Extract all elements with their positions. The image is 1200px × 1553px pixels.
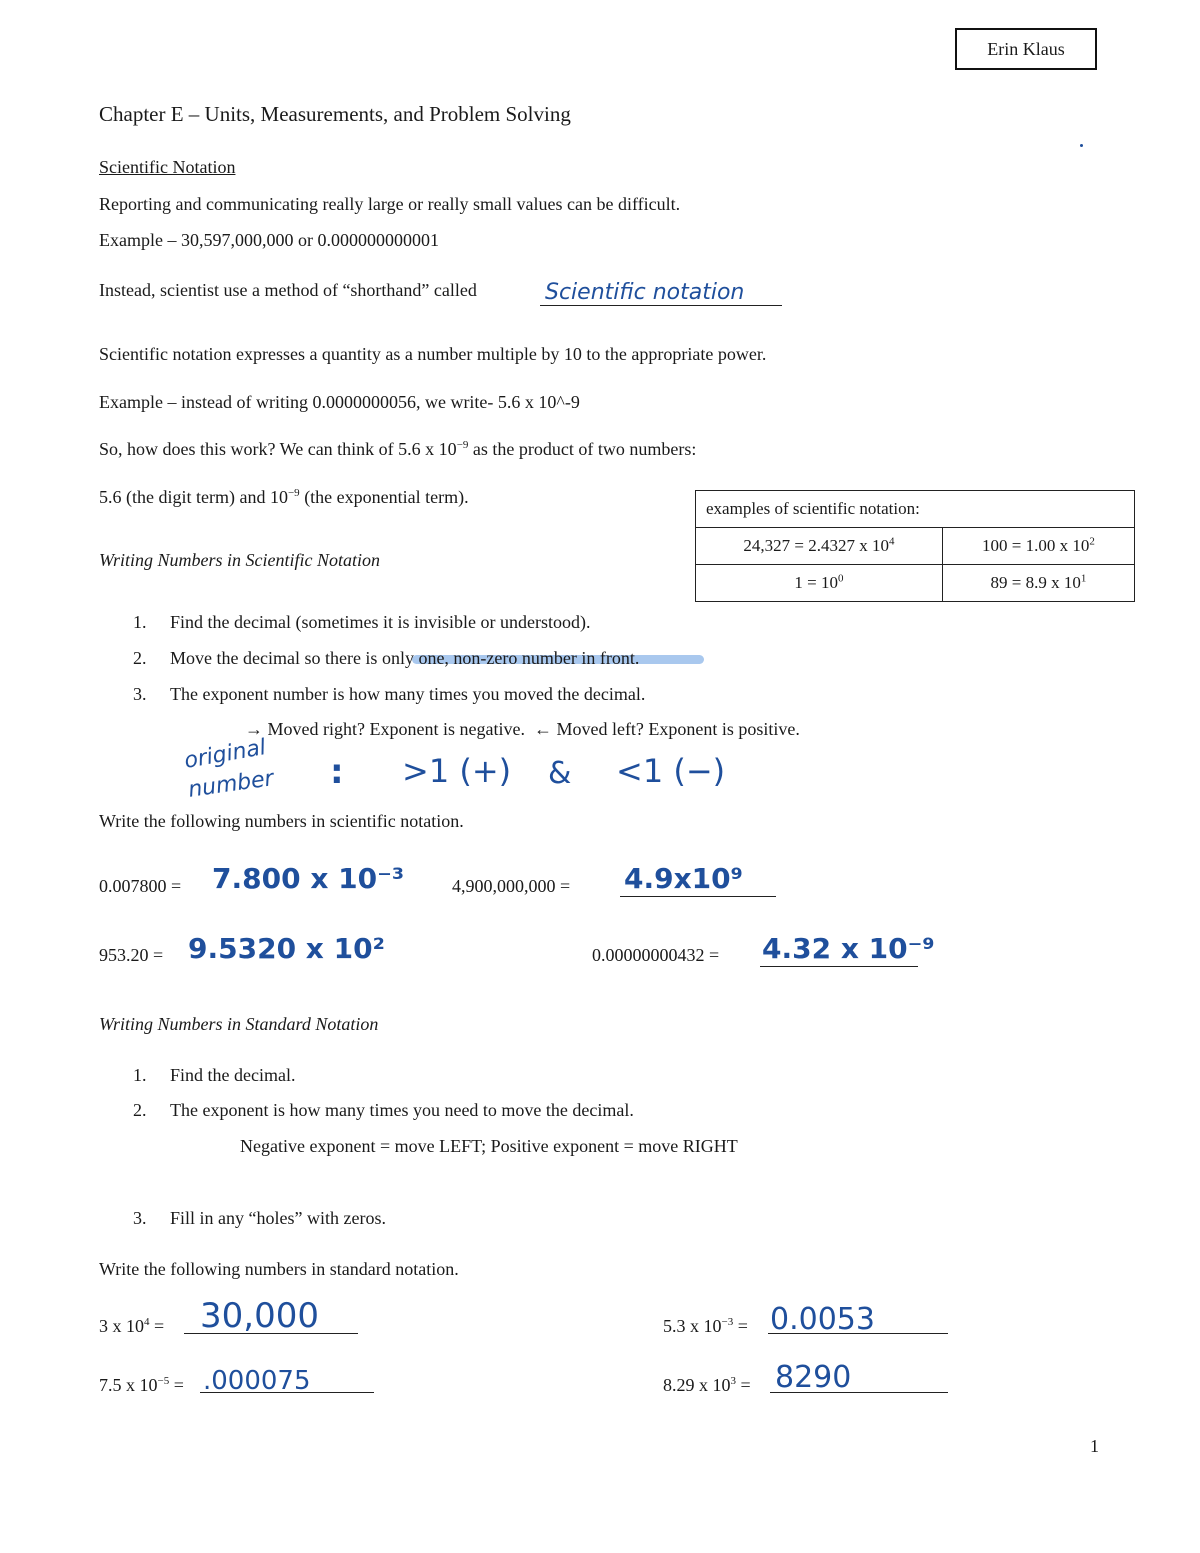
sci-problem-question: 0.00000000432 =: [592, 945, 720, 965]
std-step-number: 3.: [133, 1208, 147, 1228]
sci-step-number: 3.: [133, 684, 147, 704]
arrows-line: → Moved right? Exponent is negative. ← Moved left? Exponent is positive.: [245, 719, 800, 739]
std-problem-answer: 0.0053: [770, 1302, 875, 1337]
intro-line: Reporting and communicating really large or really small values can be difficult.: [99, 194, 681, 214]
writing-std-heading: Writing Numbers in Standard Notation: [99, 1014, 379, 1034]
answer-underline: [620, 896, 776, 897]
answer-underline: [770, 1392, 948, 1393]
handwritten-number: number: [186, 766, 276, 803]
sci-step-text: Find the decimal (sometimes it is invisible or understood).: [170, 612, 591, 632]
right-arrow-icon: →: [245, 719, 263, 739]
student-name-box: [955, 28, 1097, 70]
sci-step-number: 1.: [133, 612, 147, 632]
handwritten-original: original: [182, 735, 268, 774]
std-step-number: 2.: [133, 1100, 147, 1120]
handwritten-scientific-notation: Scientific notation: [545, 280, 745, 305]
table-cell: $1 = 10^0$: [696, 565, 943, 602]
table-cell: 89 = 8.9 x $10^1$: [942, 565, 1134, 602]
answer-underline: [760, 966, 918, 967]
sci-prompt: Write the following numbers in scientific notation.: [99, 811, 464, 831]
sci-problem-question: 0.007800 =: [99, 876, 182, 896]
std-problem-question: 7.5 x $10^{-5}$ =: [99, 1375, 184, 1395]
sci-problem-answer: 9.5320 x 10²: [188, 932, 385, 965]
instead-line: Instead, scientist use a method of “shorthand” called: [99, 280, 477, 300]
chapter-title: Chapter E – Units, Measurements, and Problem Solving: [99, 102, 571, 126]
std-problem-question: 5.3 x $10^{-3}$ =: [663, 1316, 748, 1336]
sci-problem-question: 953.20 =: [99, 945, 164, 965]
left-arrow-icon: ←: [533, 719, 552, 739]
answer-underline: [184, 1333, 358, 1334]
answer-underline: [200, 1392, 374, 1393]
std-problem-answer: 30,000: [200, 1296, 319, 1336]
std-step-number: 1.: [133, 1065, 147, 1085]
writing-sci-heading: Writing Numbers in Scientific Notation: [99, 550, 380, 570]
std-step-text: Fill in any “holes” with zeros.: [170, 1208, 386, 1228]
examples-table: [695, 490, 1135, 602]
answer-underline: [540, 305, 782, 306]
digit-term-line: 5.6 (the digit term) and $10^{-9}$ (the exponential term).: [99, 487, 469, 507]
std-problem-answer: 8290: [775, 1360, 852, 1395]
sci-problem-answer: 4.32 x 10⁻⁹: [762, 932, 935, 965]
section-heading: Scientific Notation: [99, 157, 236, 177]
sci-step-text: Move the decimal so there is only one, non-zero number in front.: [170, 648, 640, 668]
student-name: Erin Klaus: [987, 39, 1065, 59]
std-problem-question: 8.29 x $10^3$ =: [663, 1375, 751, 1395]
example2-line: Example – instead of writing 0.0000000056, we write- 5.6 x 10^-9: [99, 392, 580, 412]
table-cell: 100 = 1.00 x $10^2$: [942, 528, 1134, 565]
so-how-line: So, how does this work? We can think of 5.6 x $10^{-9}$ as the product of two numbers:: [99, 439, 697, 459]
sci-step-text: The exponent number is how many times you moved the decimal.: [170, 684, 646, 704]
answer-underline: [768, 1333, 948, 1334]
sci-problem-answer: 7.800 x 10⁻³: [212, 862, 405, 895]
table-cell: 24,327 = 2.4327 x $10^4$: [696, 528, 943, 565]
std-problem-question: 3 x $10^4$ =: [99, 1316, 165, 1336]
sci-step-number: 2.: [133, 648, 147, 668]
handwritten-ampersand: &: [548, 756, 572, 791]
std-problem-answer: .000075: [203, 1366, 311, 1396]
examples-table-caption: examples of scientific notation:: [696, 491, 1135, 528]
std-step-text: The exponent is how many times you need to move the decimal.: [170, 1100, 634, 1120]
std-note: Negative exponent = move LEFT; Positive exponent = move RIGHT: [240, 1136, 738, 1156]
page-number: 1: [1090, 1436, 1099, 1456]
expresses-line: Scientific notation expresses a quantity as a number multiple by 10 to the appropriate power.: [99, 344, 767, 364]
handwritten-less: <1 (−): [616, 752, 726, 790]
example-line: Example – 30,597,000,000 or 0.000000000001: [99, 230, 439, 250]
sci-problem-answer: 4.9x10⁹: [624, 862, 743, 895]
handwritten-greater: >1 (+): [402, 752, 512, 790]
sci-problem-question: 4,900,000,000 =: [452, 876, 571, 896]
stray-mark: [1080, 144, 1083, 147]
std-prompt: Write the following numbers in standard notation.: [99, 1259, 459, 1279]
handwritten-colon: :: [330, 752, 344, 792]
std-step-text: Find the decimal.: [170, 1065, 296, 1085]
